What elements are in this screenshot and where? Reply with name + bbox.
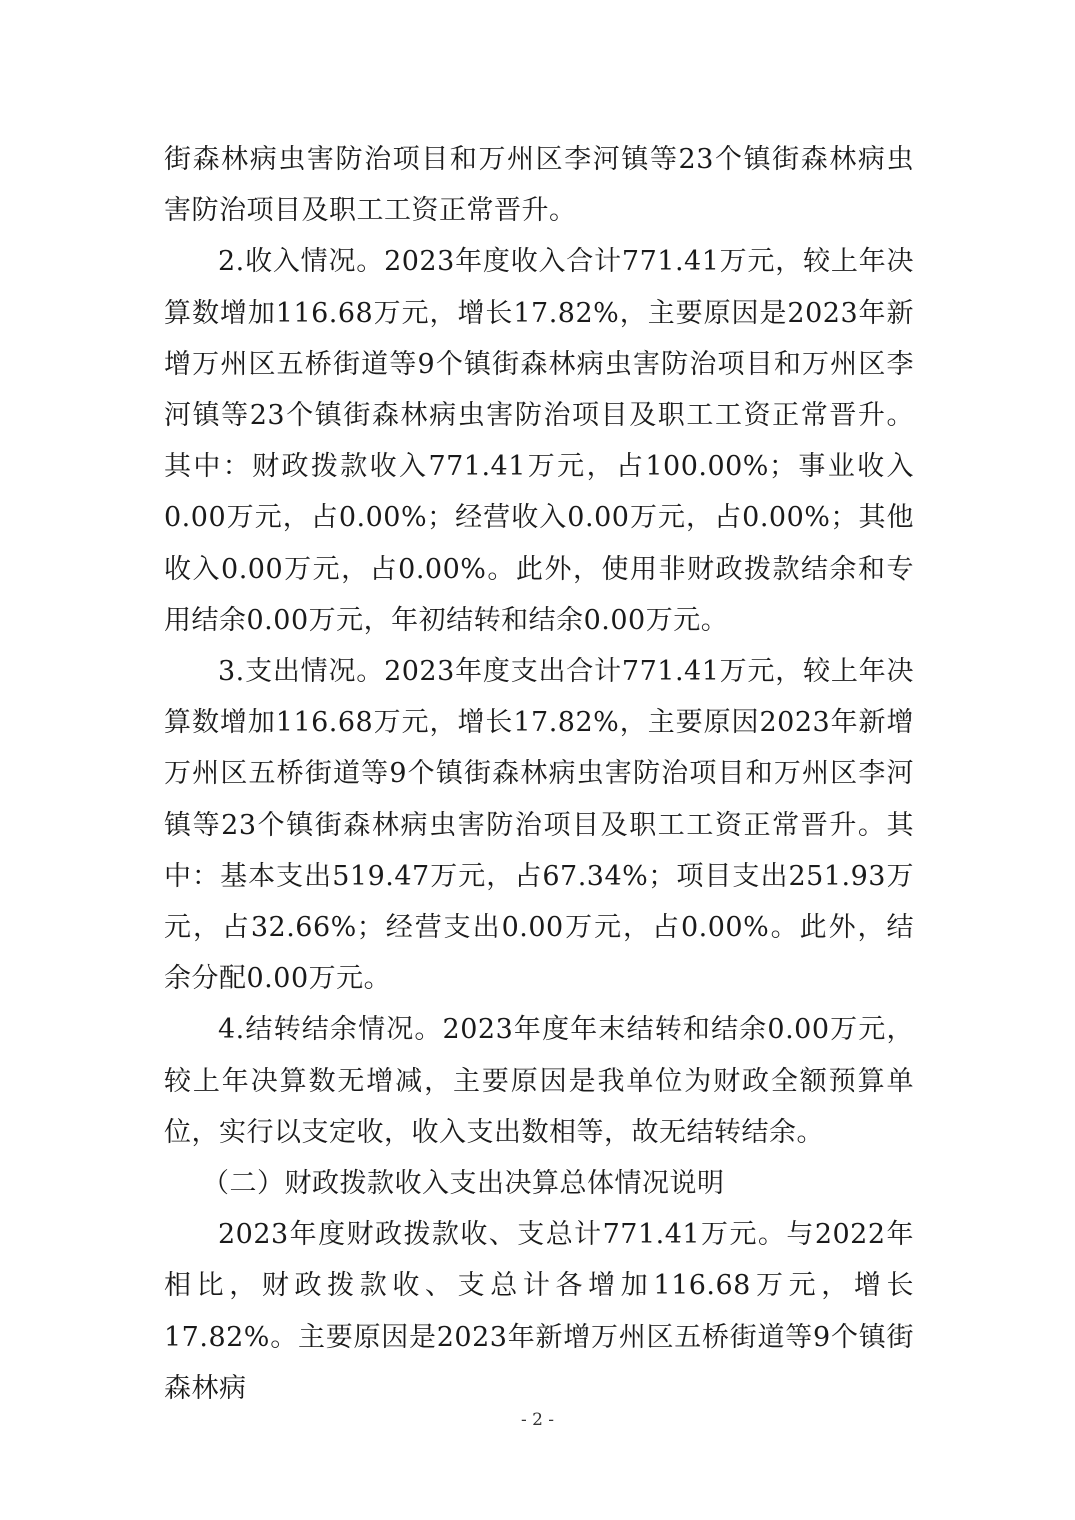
paragraph-expenditure: 3.支出情况。2023年度支出合计771.41万元，较上年决算数增加116.68万元，增长17.82%，主要原因2023年新增万州区五桥街道等9个镇街森林病虫害防治项目和万州区李河镇等23个镇街森林病虫害防治项目及职工工资正常晋升。其中：基本支出519.47万元，占67.34%；项目支出251.93万元，占32.66%；经营支出0.00万元，占0.00%。此外，结余分配0.00万元。 (164, 656, 914, 995)
paragraph-fiscal-summary: 2023年度财政拨款收、支总计771.41万元。与2022年相比，财政拨款收、支总计各增加116.68万元，增长17.82%。主要原因是2023年新增万州区五桥街道等9个镇街森林病 (164, 1219, 914, 1404)
paragraph-continued: 街森林病虫害防治项目和万州区李河镇等23个镇街森林病虫害防治项目及职工工资正常晋升。 (164, 144, 914, 227)
page-number: - 2 - (520, 1410, 555, 1430)
paragraph-income: 2.收入情况。2023年度收入合计771.41万元，较上年决算数增加116.68万元，增长17.82%，主要原因是2023年新增万州区五桥街道等9个镇街森林病虫害防治项目和万州区李河镇等23个镇街森林病虫害防治项目及职工工资正常晋升。其中：财政拨款收入771.41万元，占100.00%；事业收入0.00万元，占0.00%；经营收入0.00万元，占0.00%；其他收入0.00万元，占0.00%。此外，使用非财政拨款结余和专用结余0.00万元，年初结转和结余0.00万元。 (164, 246, 914, 636)
section-heading: （二）财政拨款收入支出决算总体情况说明 (202, 1168, 725, 1200)
document-body (164, 134, 914, 1414)
paragraph-carryover: 4.结转结余情况。2023年度年末结转和结余0.00万元，较上年决算数无增减，主要原因是我单位为财政全额预算单位，实行以支定收，收入支出数相等，故无结转结余。 (164, 1014, 914, 1148)
